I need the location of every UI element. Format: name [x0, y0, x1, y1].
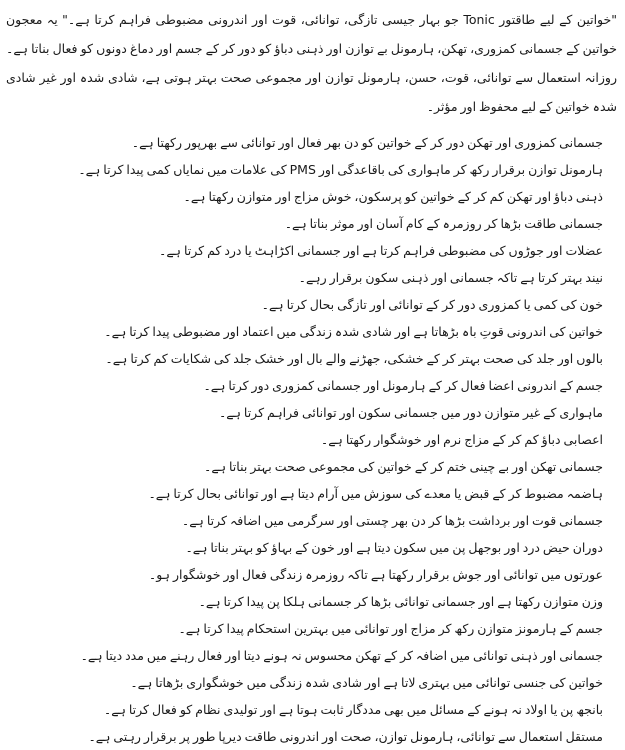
benefit-line: خون کی کمی یا کمزوری دور کر کے توانائی اور تازگی بحال کرتا ہے۔: [261, 297, 603, 312]
benefit-line: جسمانی قوت اور برداشت بڑھا کر دن بھر چستی اور سرگرمی میں اضافہ کرتا ہے۔: [181, 513, 603, 528]
benefit-line: دوران حیض درد اور بوجھل پن میں سکون دیتا ہے اور خون کے بہاؤ کو بہتر بناتا ہے۔: [185, 540, 603, 555]
benefit-line: جسمانی طاقت بڑھا کر روزمرہ کے کام آسان اور موثر بناتا ہے۔: [284, 216, 603, 231]
intro-paragraph: "خواتین کے لیے طاقتور Tonic جو بہار جیسی تازگی، توانائی، قوت اور اندرونی مضبوطی فراہم کرتا ہے۔" یہ معجون خواتین کے جسمانی کمزوری، تھکن، ہارمونل بے توازن اور ذہنی دباؤ کو دور کر کے جسم اور دماغ دونوں کو فعال بناتا ہے۔ روزانہ استعمال سے توانائی، قوت، حسن، ہارمونل توازن اور مجموعی صحت بہتر ہوتی ہے، شادی شدہ اور غیر شادی شدہ خواتین کے لیے محفوظ اور مؤثر۔: [6, 12, 617, 114]
benefit-line: اعصابی دباؤ کم کر کے مزاج نرم اور خوشگوار رکھتا ہے۔: [320, 432, 603, 447]
benefit-line: بالوں اور جلد کی صحت بہتر کر کے خشکی، جھڑنے والے بال اور خشک جلد کی شکایات کم کرتا ہے۔: [105, 351, 603, 366]
benefit-line: ماہواری کے غیر متوازن دور میں جسمانی سکون اور توانائی فراہم کرتا ہے۔: [218, 405, 603, 420]
benefit-line: ہارمونل توازن برقرار رکھ کر ماہواری کی باقاعدگی اور PMS کی علامات میں نمایاں کمی پیدا کرتا ہے۔: [78, 162, 603, 177]
benefit-line: وزن متوازن رکھتا ہے اور جسمانی توانائی بڑھا کر جسمانی ہلکا پن پیدا کرتا ہے۔: [198, 594, 603, 609]
benefit-line: جسمانی اور ذہنی توانائی میں اضافہ کر کے تھکن محسوس نہ ہونے دیتا اور فعال رہنے میں مدد دیتا ہے۔: [80, 648, 603, 663]
benefit-line: ہاضمہ مضبوط کر کے قبض یا معدے کی سوزش میں آرام دیتا ہے اور توانائی بحال کرتا ہے۔: [148, 486, 603, 501]
benefit-line: جسم کے ہارمونز متوازن رکھ کر مزاج اور توانائی میں بہترین استحکام پیدا کرتا ہے۔: [178, 621, 603, 636]
benefit-line: خواتین کی جنسی توانائی میں بہتری لاتا ہے اور شادی شدہ زندگی میں خوشگواری بڑھاتا ہے۔: [130, 675, 603, 690]
benefit-line: خواتین کی اندرونی قوتِ باہ بڑھاتا ہے اور شادی شدہ زندگی میں اعتماد اور مضبوطی پیدا کرتا ہے۔: [104, 324, 603, 339]
benefit-line: جسمانی کمزوری اور تھکن دور کر کے خواتین کو دن بھر فعال اور توانائی سے بھرپور رکھتا ہے۔: [131, 135, 603, 150]
benefit-line: جسمانی تھکن اور بے چینی ختم کر کے خواتین کی مجموعی صحت بہتر بناتا ہے۔: [204, 459, 603, 474]
benefit-line: عضلات اور جوڑوں کی مضبوطی فراہم کرتا ہے اور جسمانی اکڑاہٹ یا درد کم کرتا ہے۔: [159, 243, 603, 258]
benefits-list: [6, 129, 617, 750]
benefit-line: بانجھ پن یا اولاد نہ ہونے کے مسائل میں بھی مددگار ثابت ہوتا ہے اور تولیدی نظام کو فعال کرتا ہے۔: [103, 702, 603, 717]
benefit-line: عورتوں میں توانائی اور جوش برقرار رکھتا ہے تاکہ روزمرہ زندگی فعال اور خوشگوار ہو۔: [148, 567, 603, 582]
benefit-line: مستقل استعمال سے توانائی، ہارمونل توازن، صحت اور اندرونی طاقت دیرپا طور پر برقرار رہتی ہے۔: [88, 729, 603, 744]
benefit-line: نیند بہتر کرتا ہے تاکہ جسمانی اور ذہنی سکون برقرار رہے۔: [298, 270, 603, 285]
benefit-line: ذہنی دباؤ اور تھکن کم کر کے خواتین کو پرسکون، خوش مزاج اور متوازن رکھتا ہے۔: [183, 189, 603, 204]
benefit-line: جسم کے اندرونی اعضا فعال کر کے ہارمونل اور جسمانی کمزوری دور کرتا ہے۔: [203, 378, 603, 393]
